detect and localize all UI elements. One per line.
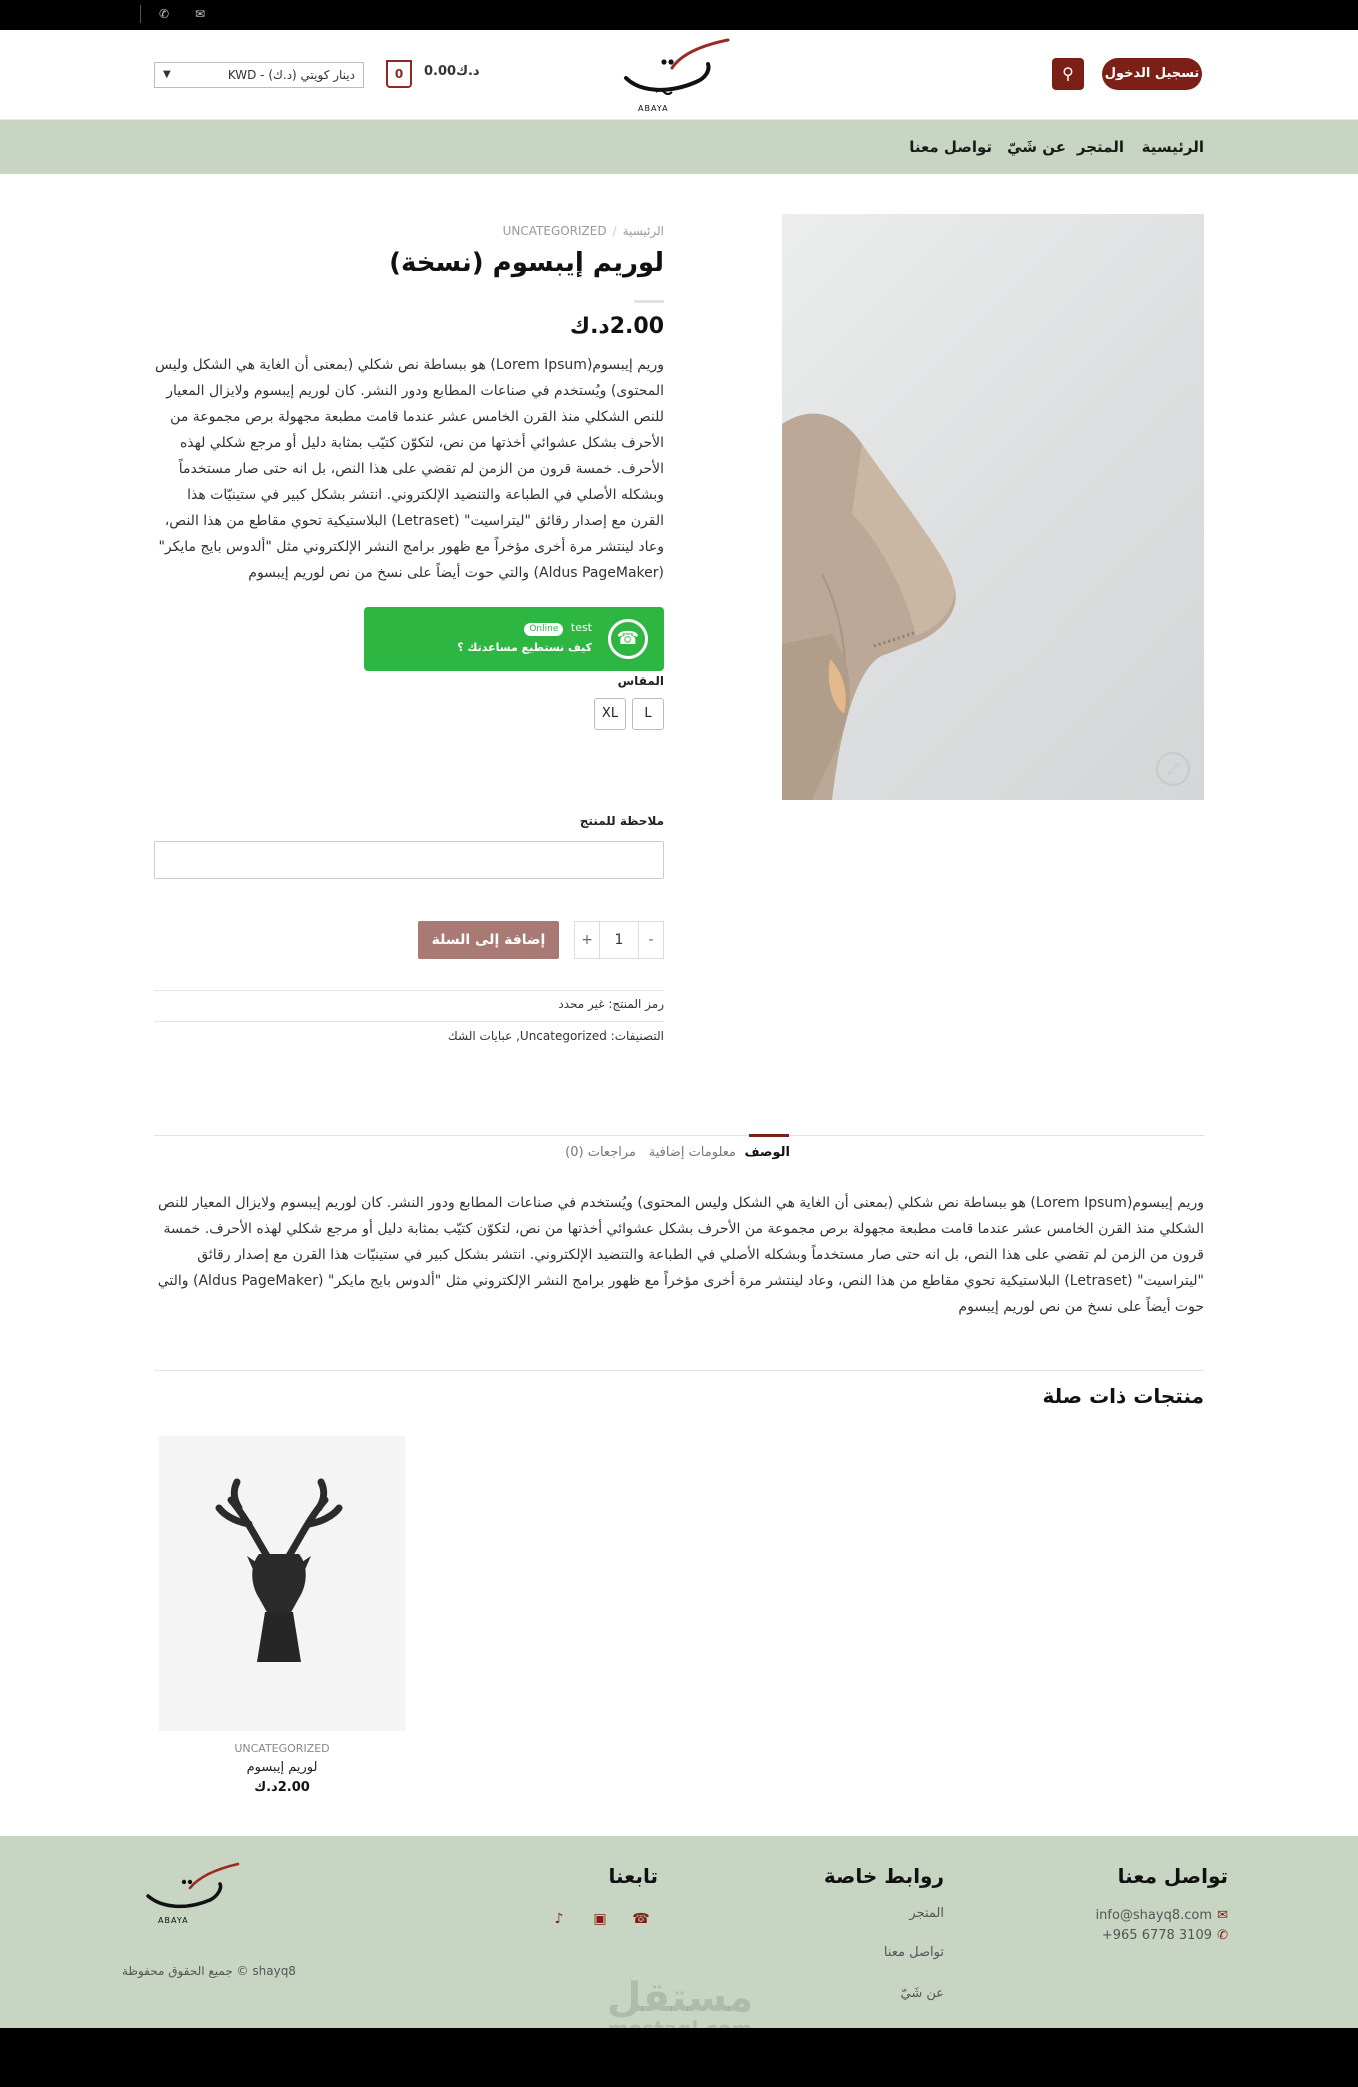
footer-link-shop[interactable]: المتجر [909,1906,944,1921]
whatsapp-icon[interactable]: ☎ [632,1911,650,1927]
size-label: المقاس [617,674,664,688]
quantity-plus-button[interactable]: + [581,932,593,948]
tab-description[interactable]: الوصف [744,1145,790,1160]
login-button[interactable]: تسجيل الدخول [1102,58,1202,90]
nav-item-home[interactable]: الرئيسية [1141,138,1204,156]
breadcrumb [503,224,664,238]
title-divider [634,300,664,303]
footer-contact-title: تواصل معنا [1117,1864,1228,1888]
phone-icon: ✆ [1217,1928,1228,1943]
currency-select-value: دينار كويتي (د.ك) - KWD [227,68,355,82]
footer-email-text: info@shayq8.com [1095,1908,1212,1923]
footer-logo[interactable] [138,1858,248,1928]
whatsapp-message: كيف نستطيع مساعدتك ؟ [457,641,592,654]
size-option-xl[interactable]: XL [594,698,626,730]
watermark-arabic: مستقل [606,1975,754,2021]
product-note-input[interactable] [154,841,664,879]
chevron-down-icon: ▼ [163,69,171,80]
abaya-photo [782,214,1204,800]
related-divider [154,1370,1204,1371]
related-products-title: منتجات ذات صلة [1042,1384,1204,1408]
footer-phone[interactable] [1102,1924,1228,1943]
footer-link-contact[interactable]: تواصل معنا [883,1945,944,1960]
size-option-l[interactable]: L [632,698,664,730]
product-title: لوريم إيبسوم (نسخة) [389,248,664,278]
top-bar [0,0,1358,30]
logo-word [624,56,667,86]
tab-reviews[interactable]: مراجعات (0) [565,1145,636,1160]
quantity-value[interactable]: 1 [599,922,639,958]
instagram-icon[interactable]: ▣ [593,1911,607,1927]
product-image[interactable] [782,214,1204,800]
meta-divider [154,990,664,991]
main-nav [0,120,1358,174]
footer-phone-text: +965 6778 3109 [1101,1928,1212,1943]
search-icon: ⚲ [1062,64,1074,83]
envelope-icon[interactable]: ✉ [194,7,206,21]
product-categories[interactable]: التصنيفات: Uncategorized, عبايات الشك [447,1029,664,1043]
whatsapp-agent [524,621,592,636]
quantity-minus-button[interactable]: - [648,932,654,948]
related-product-name[interactable]: لوريم إيبسوم [246,1760,318,1775]
product-note-label: ملاحظة للمنتج [579,814,664,828]
cart-count: 0 [394,67,404,81]
zoom-icon[interactable]: ⤢ [1156,752,1190,786]
footer-follow-title: تابعنا [608,1864,658,1888]
footer-link-about[interactable]: عن شَيّ [900,1986,944,2001]
deer-head-photo [159,1436,405,1731]
breadcrumb-home[interactable]: الرئيسية [622,224,664,238]
tiktok-icon[interactable]: ♪ [554,1911,564,1927]
tab-additional-info[interactable]: معلومات إضافية [648,1145,736,1160]
related-product-image[interactable] [159,1436,405,1731]
currency-select[interactable] [154,62,364,88]
whatsapp-icon: ☎ [608,619,648,659]
tabs-divider [154,1135,1204,1136]
add-to-cart-button[interactable]: إضافة إلى السلة [418,921,559,959]
cart-icon[interactable] [386,60,412,88]
whatsapp-agent-name: test [570,621,592,634]
copyright-text: shayq8 © جميع الحقوق محفوظة [122,1964,296,1978]
related-product-category[interactable]: UNCATEGORIZED [234,1742,330,1755]
footer-logo-sub: ABAYA [158,1916,189,1925]
active-tab-indicator [749,1134,789,1137]
product-price: 2.00د.ك [569,314,664,339]
product-sku: رمز المنتج: غير محدد [558,997,664,1011]
top-bar-divider [140,5,141,23]
site-logo[interactable] [610,34,740,114]
product-short-description: وريم إيبسوم(Lorem Ipsum) هو ببساطة نص شكلي (بمعنى أن الغاية هي الشكل وليس المحتوى) ويُستخدم في صناعات المطابع ودور النشر. كان لوريم إيبسوم ولايزال المعيار للنص الشكلي منذ القرن الخامس عشر عندما قامت مطبعة مجهولة برص مجموعة من الأحرف بشكل عشوائي أخذتها من نص، لتكوّن كتيّب بمثابة دليل أو مرجع شكلي لهذه الأحرف. خمسة قرون من الزمن لم تقضي على هذا النص، بل انه حتى صار مستخدماً وبشكله الأصلي في الطباعة والتنضيد الإلكتروني. انتشر بشكل كبير في ستينيّات هذا القرن مع إصدار رقائق "ليتراسيت" (Letraset) البلاستيكية تحوي مقاطع من هذا النص، وعاد لينتشر مرة أخرى مؤخراً مع ظهور برامج النشر الإلكتروني مثل "ألدوس بايج مايكر" (Aldus PageMaker) والتي حوت أيضاً على نسخ من نص لوريم إيبسوم [154,357,664,581]
whatsapp-chat-button[interactable] [364,607,664,671]
footer-email[interactable] [1096,1904,1228,1923]
nav-item-shop[interactable]: المتجر [1076,138,1124,156]
search-button[interactable] [1052,58,1084,90]
quantity-stepper [574,921,664,959]
phone-icon[interactable]: ✆ [158,7,170,21]
footer-links-title: روابط خاصة [823,1864,944,1888]
footer-logo-word [148,1874,185,1899]
envelope-icon: ✉ [1217,1908,1228,1923]
nav-item-about[interactable]: عن شَيّ [1007,138,1066,156]
cart-total[interactable]: 0.00د.ك [424,64,480,79]
logo-sub: ABAYA [638,104,669,113]
bottom-bar [0,2028,1358,2087]
online-badge: Online [524,623,563,636]
meta-divider [154,1021,664,1022]
nav-item-contact[interactable]: تواصل معنا [909,138,992,156]
breadcrumb-separator: / [612,224,617,238]
tab-description-content: وريم إيبسوم(Lorem Ipsum) هو ببساطة نص شكلي (بمعنى أن الغاية هي الشكل وليس المحتوى) ويُستخدم في صناعات المطابع ودور النشر. كان لوريم إيبسوم ولايزال المعيار للنص الشكلي منذ القرن الخامس عشر عندما قامت مطبعة مجهولة برص مجموعة من الأحرف بشكل عشوائي أخذتها من نص، لتكوّن كتيّب بمثابة دليل أو مرجع شكلي لهذه الأحرف. خمسة قرون من الزمن لم تقضي على هذا النص، بل انه حتى صار مستخدماً وبشكله الأصلي في الطباعة والتنضيد الإلكتروني. انتشر بشكل كبير في ستينيّات هذا القرن مع إصدار رقائق "ليتراسيت" (Letraset) البلاستيكية تحوي مقاطع من هذا النص، وعاد لينتشر مرة أخرى مؤخراً مع ظهور برامج النشر الإلكتروني مثل "ألدوس بايج مايكر" (Aldus PageMaker) والتي حوت أيضاً على نسخ من نص لوريم إيبسوم [157,1195,1204,1315]
breadcrumb-category[interactable]: UNCATEGORIZED [502,224,607,238]
related-product-price: 2.00د.ك [254,1780,310,1795]
